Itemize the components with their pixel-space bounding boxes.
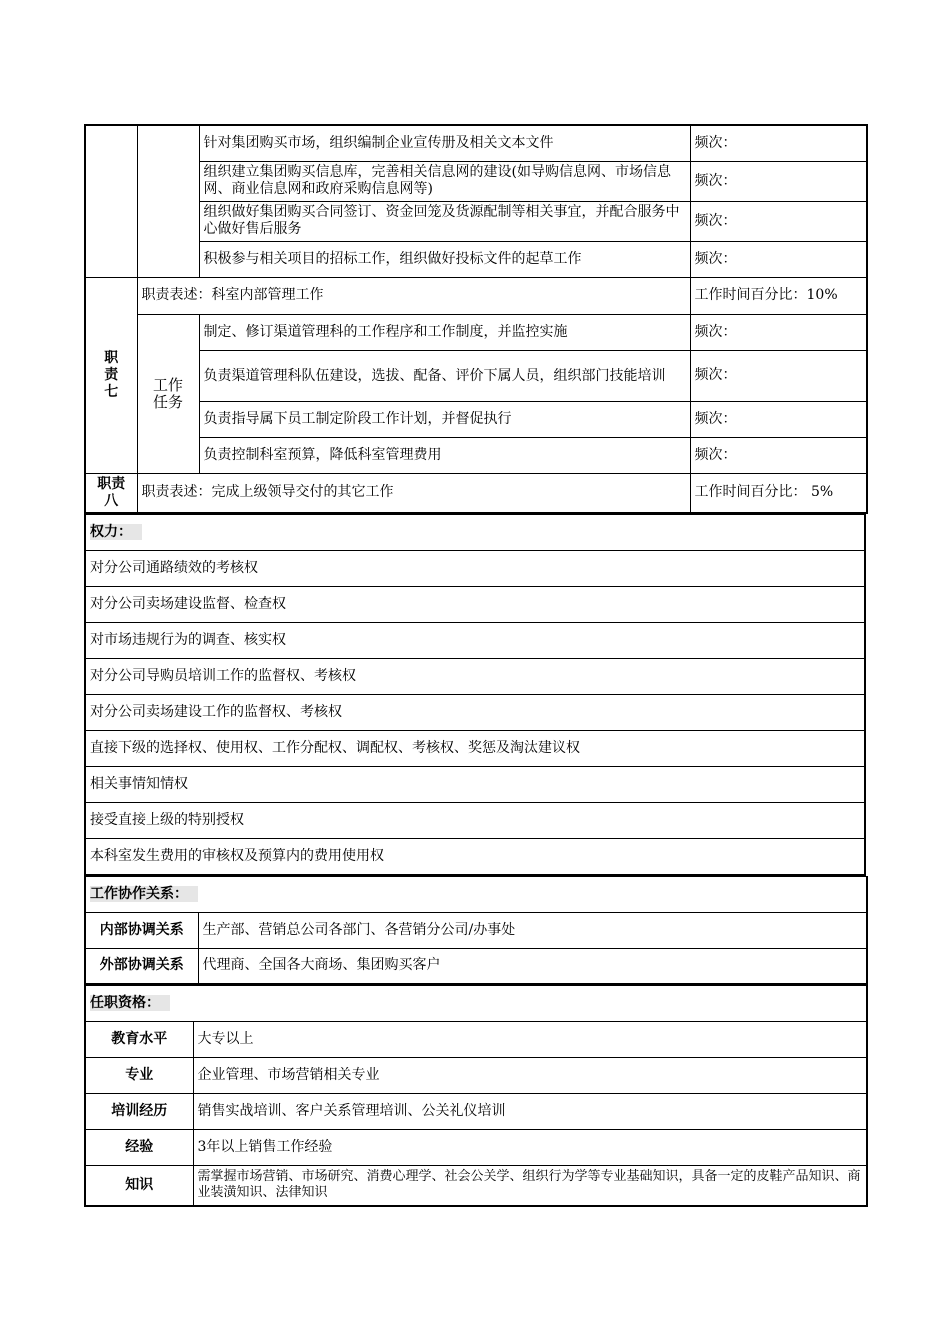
- task-text: 负责控制科室预算，降低科室管理费用: [199, 437, 690, 473]
- duty8-label: 职责八: [85, 473, 137, 513]
- duty7-summary-row: [85, 277, 867, 314]
- qualification-value: 销售实战培训、客户关系管理培训、公关礼仪培训: [193, 1094, 867, 1130]
- duty7-task-label: 工作任务: [137, 314, 199, 473]
- task-row: [85, 314, 867, 350]
- qualification-value: 3年以上销售工作经验: [193, 1130, 867, 1166]
- task-row: [85, 161, 867, 201]
- authority-item: [85, 623, 865, 659]
- authority-item: [85, 551, 865, 587]
- external-relation-label: 外部协调关系: [85, 948, 198, 984]
- qualification-label: 经验: [85, 1130, 193, 1166]
- authority-table: [84, 514, 866, 876]
- task-row: [85, 201, 867, 241]
- internal-relation-value: 生产部、营销总公司各部门、各营销分公司/办事处: [198, 912, 867, 948]
- cooperation-title-text: 工作协作关系：: [90, 886, 198, 902]
- authority-item-text: 相关事情知情权: [85, 767, 865, 803]
- qualification-label: 知识: [85, 1166, 193, 1206]
- authority-item: [85, 767, 865, 803]
- task-row: [85, 350, 867, 401]
- internal-relation-row: [85, 912, 867, 948]
- qualification-label: 教育水平: [85, 1022, 193, 1058]
- duties-table: [84, 124, 868, 514]
- authority-item-text: 接受直接上级的特别授权: [85, 803, 865, 839]
- authority-item-text: 对市场违规行为的调查、核实权: [85, 623, 865, 659]
- task-row: [85, 401, 867, 437]
- qualification-row: [85, 1058, 867, 1094]
- authority-header-row: [85, 515, 865, 551]
- authority-item-text: 对分公司通路绩效的考核权: [85, 551, 865, 587]
- task-frequency: 频次：: [690, 201, 867, 241]
- qualification-row: [85, 1130, 867, 1166]
- internal-relation-label: 内部协调关系: [85, 912, 198, 948]
- cooperation-title: [85, 876, 867, 912]
- job-description-page: [84, 124, 866, 1207]
- qualification-value: 需掌握市场营销、市场研究、消费心理学、社会公关学、组织行为学等专业基础知识，具备一定的皮鞋产品知识、商业装潢知识、法律知识: [193, 1166, 867, 1206]
- task-row: [85, 241, 867, 277]
- authority-item: [85, 839, 865, 875]
- task-text: 针对集团购买市场，组织编制企业宣传册及相关文本文件: [199, 125, 690, 161]
- qualifications-title: [85, 986, 867, 1022]
- external-relation-row: [85, 948, 867, 984]
- authority-item-text: 本科室发生费用的审核权及预算内的费用使用权: [85, 839, 865, 875]
- task-label-cell: [137, 125, 199, 277]
- external-relation-value: 代理商、全国各大商场、集团购买客户: [198, 948, 867, 984]
- task-text: 组织建立集团购买信息库，完善相关信息网的建设(如导购信息网、市场信息网、商业信息网和政府采购信息网等): [199, 161, 690, 201]
- qualification-row: [85, 1166, 867, 1206]
- authority-item-text: 对分公司导购员培训工作的监督权、考核权: [85, 659, 865, 695]
- task-text: 负责指导属下员工制定阶段工作计划，并督促执行: [199, 401, 690, 437]
- qualification-row: [85, 1022, 867, 1058]
- duty7-description: 职责表述：科室内部管理工作: [137, 277, 690, 314]
- authority-item-text: 直接下级的选择权、使用权、工作分配权、调配权、考核权、奖惩及淘汰建议权: [85, 731, 865, 767]
- task-text: 制定、修订渠道管理科的工作程序和工作制度，并监控实施: [199, 314, 690, 350]
- task-frequency: 频次：: [690, 125, 867, 161]
- cooperation-header-row: [85, 876, 867, 912]
- qualifications-title-text: 任职资格：: [90, 995, 170, 1011]
- task-frequency: 频次：: [690, 314, 867, 350]
- task-frequency: 频次：: [690, 350, 867, 401]
- task-frequency: 频次：: [690, 437, 867, 473]
- qualifications-header-row: [85, 986, 867, 1022]
- qualifications-table: [84, 985, 868, 1207]
- authority-title: [85, 515, 865, 551]
- task-row: [85, 437, 867, 473]
- duty8-time-percent: 工作时间百分比： 5%: [690, 473, 867, 513]
- qualification-value: 企业管理、市场营销相关专业: [193, 1058, 867, 1094]
- task-row: [85, 125, 867, 161]
- authority-item: [85, 803, 865, 839]
- duty-label-cell: [85, 125, 137, 277]
- authority-title-text: 权力：: [90, 524, 142, 540]
- authority-item-text: 对分公司卖场建设监督、检查权: [85, 587, 865, 623]
- duty8-summary-row: [85, 473, 867, 513]
- qualification-label: 培训经历: [85, 1094, 193, 1130]
- duty8-description: 职责表述：完成上级领导交付的其它工作: [137, 473, 690, 513]
- authority-item: [85, 731, 865, 767]
- authority-item: [85, 695, 865, 731]
- task-frequency: 频次：: [690, 241, 867, 277]
- task-frequency: 频次：: [690, 161, 867, 201]
- authority-item: [85, 659, 865, 695]
- duty7-time-percent: 工作时间百分比：10%: [690, 277, 867, 314]
- duty7-label: 职责七: [85, 277, 137, 473]
- task-text: 积极参与相关项目的招标工作，组织做好投标文件的起草工作: [199, 241, 690, 277]
- cooperation-table: [84, 876, 868, 986]
- task-text: 组织做好集团购买合同签订、资金回笼及货源配制等相关事宜，并配合服务中心做好售后服务: [199, 201, 690, 241]
- qualification-label: 专业: [85, 1058, 193, 1094]
- authority-item-text: 对分公司卖场建设工作的监督权、考核权: [85, 695, 865, 731]
- qualification-row: [85, 1094, 867, 1130]
- task-frequency: 频次：: [690, 401, 867, 437]
- task-text: 负责渠道管理科队伍建设，选拔、配备、评价下属人员，组织部门技能培训: [199, 350, 690, 401]
- qualification-value: 大专以上: [193, 1022, 867, 1058]
- authority-item: [85, 587, 865, 623]
